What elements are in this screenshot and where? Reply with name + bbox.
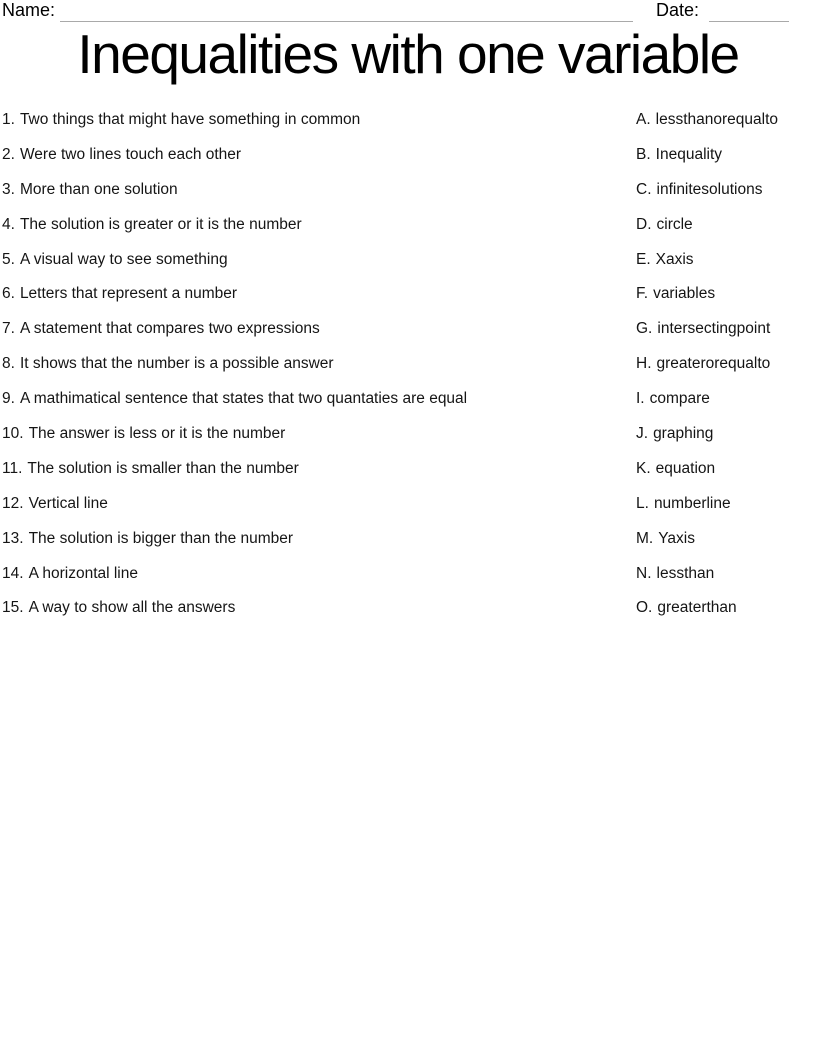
answer-item	[636, 523, 814, 558]
clue-number: 13.	[2, 529, 24, 547]
clue-number: 5.	[2, 250, 15, 268]
clue-text: It shows that the number is a possible answer	[19, 355, 334, 373]
clue-text: The solution is greater or it is the number	[19, 215, 302, 233]
answer-letter: D.	[636, 215, 652, 233]
clue-text: More than one solution	[19, 180, 178, 198]
answer-item	[636, 383, 814, 418]
answer-item	[636, 348, 814, 383]
name-label: Name:	[2, 0, 56, 20]
answer-text: lessthan	[656, 564, 715, 582]
clue-item	[2, 418, 634, 453]
answer-letter: E.	[636, 250, 651, 268]
answer-text: variables	[653, 285, 716, 303]
answer-letter: H.	[636, 355, 652, 373]
clue-item	[2, 209, 634, 244]
clue-number: 3.	[2, 180, 15, 198]
clue-text: A way to show all the answers	[28, 599, 236, 617]
answer-text: graphing	[653, 425, 714, 443]
answer-item	[636, 488, 814, 523]
clue-text: A statement that compares two expressions	[19, 320, 320, 338]
answer-letter: G.	[636, 320, 653, 338]
answer-letter: M.	[636, 529, 654, 547]
clue-text: The solution is bigger than the number	[28, 529, 294, 547]
answer-text: compare	[649, 390, 710, 408]
answer-text: circle	[656, 215, 693, 233]
clue-item	[2, 244, 634, 279]
answer-item	[636, 174, 814, 209]
answer-item	[636, 592, 814, 627]
clue-item	[2, 104, 634, 139]
answer-letter: K.	[636, 459, 651, 477]
answer-item	[636, 418, 814, 453]
clue-text: Two things that might have something in common	[19, 111, 361, 128]
clue-item	[2, 453, 634, 488]
clue-item	[2, 174, 634, 209]
clue-number: 8.	[2, 355, 15, 373]
answers-column	[636, 104, 814, 627]
clue-text: Were two lines touch each other	[19, 145, 242, 163]
clue-text: Vertical line	[28, 494, 108, 512]
date-label: Date:	[656, 0, 700, 20]
answer-item	[636, 453, 814, 488]
clue-number: 9.	[2, 390, 15, 408]
clue-number: 14.	[2, 564, 24, 582]
clue-item	[2, 383, 634, 418]
clue-item	[2, 558, 634, 593]
clue-item	[2, 313, 634, 348]
clue-text: A horizontal line	[28, 564, 138, 582]
clue-text: A mathimatical sentence that states that two quantaties are equal	[19, 390, 468, 408]
answer-text: greaterthan	[657, 599, 737, 617]
clue-text: Letters that represent a number	[19, 285, 238, 303]
clue-item	[2, 139, 634, 174]
answer-letter: J.	[636, 425, 649, 443]
answer-letter: B.	[636, 145, 651, 163]
answer-text: greaterorequalto	[656, 355, 771, 373]
answer-item	[636, 278, 814, 313]
answer-item	[636, 104, 814, 139]
answer-letter: I.	[636, 390, 645, 408]
clue-item	[2, 348, 634, 383]
answer-letter: F.	[636, 285, 649, 303]
clue-number: 12.	[2, 494, 24, 512]
clue-item	[2, 488, 634, 523]
clue-number: 11.	[2, 459, 23, 477]
answer-text: numberline	[653, 494, 731, 512]
clue-item	[2, 523, 634, 558]
clue-number: 7.	[2, 320, 15, 338]
answer-item	[636, 313, 814, 348]
clue-text: A visual way to see something	[19, 250, 228, 268]
clue-number: 1.	[2, 111, 15, 128]
clue-number: 4.	[2, 215, 15, 233]
answer-letter: C.	[636, 180, 652, 198]
clue-item	[2, 278, 634, 313]
clue-number: 2.	[2, 145, 15, 163]
clues-column	[2, 104, 634, 627]
answer-text: Yaxis	[658, 529, 695, 547]
clue-text: The solution is smaller than the number	[27, 459, 299, 477]
answer-item	[636, 558, 814, 593]
answer-item	[636, 209, 814, 244]
answer-letter: O.	[636, 599, 653, 617]
answer-letter: L.	[636, 494, 649, 512]
answer-text: lessthanorequalto	[655, 111, 779, 128]
worksheet-title: Inequalities with one variable	[77, 23, 739, 85]
clue-item	[2, 592, 634, 627]
clue-number: 15.	[2, 599, 24, 617]
answer-item	[636, 244, 814, 279]
answer-letter: A.	[636, 111, 651, 128]
clue-text: The answer is less or it is the number	[28, 425, 286, 443]
answer-text: Xaxis	[655, 250, 694, 268]
answer-text: intersectingpoint	[657, 320, 771, 338]
clue-number: 6.	[2, 285, 15, 303]
answer-text: Inequality	[655, 145, 723, 163]
answer-text: infinitesolutions	[656, 180, 763, 198]
answer-item	[636, 139, 814, 174]
answer-letter: N.	[636, 564, 652, 582]
answer-text: equation	[655, 459, 716, 477]
clue-number: 10.	[2, 425, 24, 443]
